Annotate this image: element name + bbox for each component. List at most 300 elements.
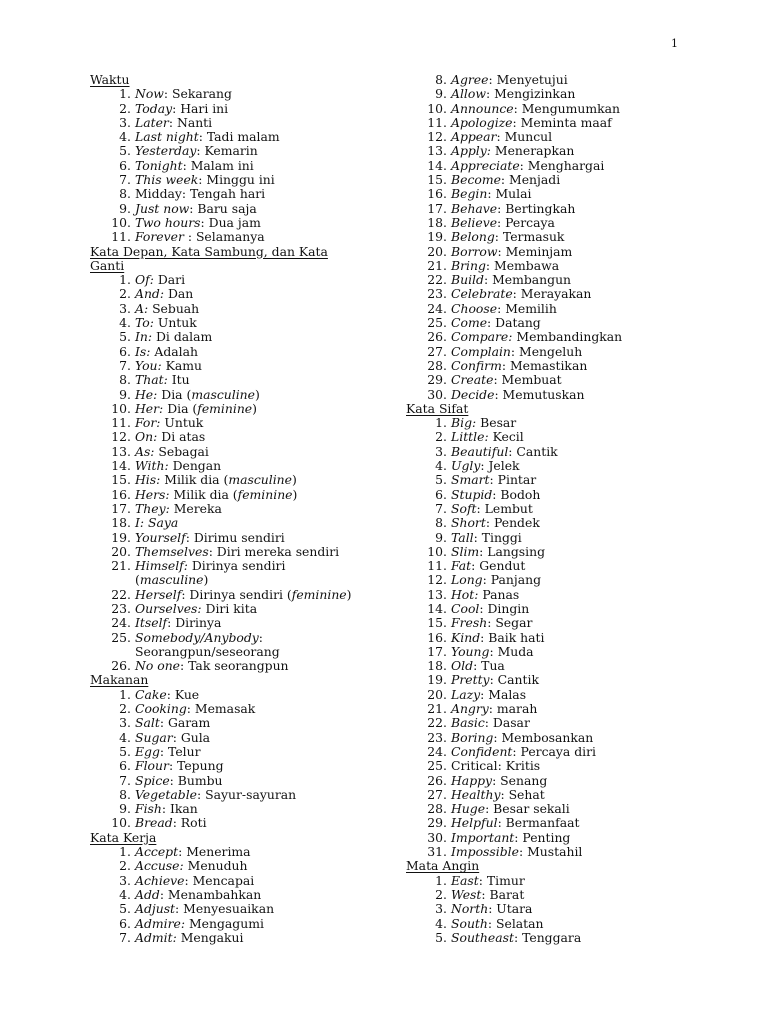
item-number: 23. [427, 729, 447, 745]
item-meaning: : Selatan [487, 915, 544, 931]
item-number: 9. [119, 200, 131, 216]
list-item [406, 187, 736, 201]
item-term: Somebody/Anybody [135, 629, 259, 645]
list-item [406, 602, 736, 616]
item-meaning: : Tenggara [513, 929, 582, 945]
item-meaning: Itu [167, 372, 190, 388]
item-meaning: : Mengeluh [510, 343, 583, 359]
item-term: Her: [135, 400, 164, 416]
item-text [451, 602, 529, 616]
item-meaning: : Segar [487, 615, 533, 631]
list-item [90, 688, 390, 702]
item-text [451, 345, 582, 359]
item-number: 17. [427, 643, 447, 659]
item-text [451, 216, 555, 230]
page-number: 1 [671, 37, 678, 50]
item-text [135, 287, 193, 301]
list-item [90, 531, 390, 545]
item-meaning: Midday: Tengah hari [135, 186, 266, 202]
item-meaning: : Gendut [471, 558, 526, 574]
item-meaning: : Nanti [168, 114, 213, 130]
list-item [90, 631, 390, 645]
item-meaning: : Menambahkan [159, 886, 262, 902]
item-text [451, 673, 539, 687]
item-number: 28. [427, 801, 447, 817]
item-term: Fish [135, 801, 162, 817]
list-item [406, 273, 736, 287]
item-meaning: : Tinggi [473, 529, 522, 545]
item-number: 10. [111, 815, 131, 831]
item-text [451, 259, 559, 273]
item-meaning: Diri kita [201, 600, 258, 616]
item-text [451, 631, 544, 645]
item-term: Spice [135, 772, 170, 788]
item-number: 20. [427, 686, 447, 702]
item-text [135, 144, 258, 158]
item-text [451, 116, 612, 130]
item-meaning: : Kue [166, 686, 200, 702]
list-item [90, 159, 390, 173]
list-item [406, 788, 736, 802]
item-term: In: [135, 329, 153, 345]
item-text [451, 287, 591, 301]
item-meaning: : [258, 629, 263, 645]
item-number: 27. [427, 343, 447, 359]
item-term: Flour [135, 758, 169, 774]
item-meaning: Kamu [161, 357, 203, 373]
list-item [90, 488, 390, 502]
item-meaning: Menuduh [183, 858, 248, 874]
item-number: 3. [119, 114, 131, 130]
item-meaning: : Cantik [489, 672, 539, 688]
item-text [135, 816, 207, 830]
item-text [135, 788, 296, 802]
list-item [406, 631, 736, 645]
list-item [406, 531, 736, 545]
item-text [451, 745, 596, 759]
item-term: Behave [451, 200, 498, 216]
item-text [451, 273, 571, 287]
item-meaning: Membandingkan [512, 329, 623, 345]
item-text [451, 616, 532, 630]
item-meaning: : Menghargai [519, 157, 605, 173]
list-item [90, 917, 390, 931]
item-text [135, 745, 201, 759]
list-item [406, 831, 736, 845]
item-text [135, 545, 339, 559]
item-number: 6. [119, 343, 131, 359]
list-item [90, 373, 390, 387]
item-text [135, 173, 275, 187]
item-meaning: : Merayakan [512, 286, 592, 302]
item-meaning: : Memastikan [501, 357, 588, 373]
item-term: Little: [451, 429, 489, 445]
item-term: Egg [135, 743, 160, 759]
item-text [451, 702, 537, 716]
item-term: Yesterday [135, 143, 197, 159]
list-item [406, 130, 736, 144]
item-term: Basic [451, 715, 485, 731]
item-number: 8. [119, 786, 131, 802]
item-term: Cool [451, 600, 480, 616]
item-number: 14. [111, 458, 131, 474]
item-text [135, 559, 285, 573]
item-number: 4. [119, 886, 131, 902]
list-item [90, 173, 390, 187]
item-term: Ourselves: [135, 600, 202, 616]
item-number: 6. [119, 915, 131, 931]
item-meaning: Dari [153, 272, 186, 288]
item-number: 9. [435, 86, 447, 102]
item-text [451, 330, 622, 344]
item-text [135, 102, 228, 116]
item-text [135, 359, 202, 373]
item-number: 5. [119, 743, 131, 759]
item-text [135, 759, 224, 773]
item-term: No one [135, 658, 181, 674]
item-meaning-end: ) [254, 386, 260, 402]
item-term: Begin [451, 186, 488, 202]
item-text [451, 373, 562, 387]
list-item [90, 273, 390, 287]
item-number: 18. [427, 214, 447, 230]
item-number: 19. [111, 529, 131, 545]
list-item [406, 216, 736, 230]
item-meaning: : Minggu ini [198, 172, 275, 188]
item-number: 5. [119, 143, 131, 159]
item-term: Angry [451, 701, 489, 717]
item-term: Big: [451, 415, 477, 431]
item-meaning: Untuk [153, 315, 197, 331]
item-number: 22. [111, 586, 131, 602]
item-number: 11. [111, 229, 131, 245]
item-meaning: : Memilih [497, 300, 557, 316]
list-item [406, 430, 736, 444]
item-number: 2. [119, 858, 131, 874]
item-term: Bring [451, 257, 486, 273]
item-term: Later [135, 114, 169, 130]
right-column [406, 73, 736, 945]
item-text [135, 430, 205, 444]
list-item [406, 731, 736, 745]
item-meaning: Dia ( [163, 400, 198, 416]
item-number: 30. [427, 386, 447, 402]
list-item [90, 845, 390, 859]
item-meaning: : Panjang [482, 572, 542, 588]
item-text [451, 802, 570, 816]
list-item [406, 287, 736, 301]
item-number: 8. [119, 372, 131, 388]
item-meaning: : Roti [172, 815, 207, 831]
item-term: Impossible [451, 844, 519, 860]
item-text [451, 545, 545, 559]
item-meaning: : Sayur-sayuran [197, 786, 297, 802]
item-number: 15. [427, 172, 447, 188]
item-text [451, 202, 575, 216]
section-heading: Waktu [90, 72, 130, 87]
list-item [406, 573, 736, 587]
item-text [451, 430, 524, 444]
item-meaning: : Ikan [161, 801, 198, 817]
item-term: Allow [451, 86, 486, 102]
list-item [90, 774, 390, 788]
item-term: Slim [451, 543, 480, 559]
item-number: 26. [111, 658, 131, 674]
item-term: Today [135, 100, 173, 116]
item-term: Achieve [135, 872, 185, 888]
item-term: South [451, 915, 488, 931]
item-term: Himself: [135, 558, 188, 574]
item-meaning: : Selamanya [183, 229, 265, 245]
item-number: 6. [119, 157, 131, 173]
item-number: 9. [435, 529, 447, 545]
item-number: 26. [427, 772, 447, 788]
item-text [451, 73, 568, 87]
item-term: Admire: [135, 915, 186, 931]
item-text [451, 917, 544, 931]
item-text [135, 116, 212, 130]
item-term: Fresh [451, 615, 488, 631]
item-text [451, 774, 547, 788]
item-term: As: [135, 443, 155, 459]
section-heading: Makanan [90, 672, 149, 688]
item-meaning: : Menyesuaikan [175, 901, 275, 917]
item-number: 6. [435, 486, 447, 502]
list-item [406, 230, 736, 244]
item-term: Cooking [135, 701, 187, 717]
item-number: 7. [435, 500, 447, 516]
item-meaning: : Penting [514, 829, 571, 845]
item-term: Beautiful [451, 443, 509, 459]
item-term: Build [451, 272, 484, 288]
list-item [90, 888, 390, 902]
item-meaning: : Pendek [485, 515, 540, 531]
list-item [406, 144, 736, 158]
item-term: Accept [135, 844, 179, 860]
item-number: 23. [427, 286, 447, 302]
item-text [135, 473, 297, 487]
item-meaning: Seorangpun/seseorang [135, 643, 280, 659]
list-item [406, 673, 736, 687]
list-item [406, 917, 736, 931]
item-meaning: : Menyetujui [488, 72, 568, 87]
item-meaning: Critical: Kritis [451, 758, 541, 774]
item-term: I: Saya [135, 515, 179, 531]
item-text [135, 531, 285, 545]
item-term: Lazy [451, 686, 481, 702]
item-text [135, 688, 199, 702]
item-term: That: [135, 372, 168, 388]
item-number: 7. [119, 929, 131, 945]
item-term: North [451, 901, 489, 917]
item-text [451, 473, 536, 487]
item-meaning: Dia ( [157, 386, 192, 402]
item-term-note: masculine [139, 572, 204, 588]
item-meaning: : Lembut [476, 500, 533, 516]
item-term: Happy [451, 772, 493, 788]
item-term: Appreciate [451, 157, 520, 173]
item-term: Create [451, 372, 494, 388]
list-item [90, 302, 390, 316]
item-term: Accuse: [135, 858, 184, 874]
item-meaning: Untuk [160, 415, 204, 431]
item-text [135, 216, 261, 230]
item-meaning: Milik dia ( [160, 472, 229, 488]
item-text [135, 802, 198, 816]
item-meaning: Kecil [488, 429, 524, 445]
item-number: 4. [435, 458, 447, 474]
item-term: Hot: [451, 586, 479, 602]
list-item [406, 445, 736, 459]
item-meaning: : Dingin [479, 600, 530, 616]
item-text [135, 159, 254, 173]
list-item [90, 202, 390, 216]
item-term: Choose [451, 300, 498, 316]
item-number: 10. [427, 100, 447, 116]
item-term: For: [135, 415, 161, 431]
item-term: His: [135, 472, 161, 488]
item-text [135, 416, 203, 430]
item-number: 19. [427, 672, 447, 688]
list-item [90, 116, 390, 130]
item-number: 19. [427, 229, 447, 245]
list-item [90, 702, 390, 716]
item-term: Two hours [135, 214, 201, 230]
list-item [90, 931, 390, 945]
item-term: Ugly [451, 458, 481, 474]
item-meaning: : Tadi malam [198, 129, 280, 145]
item-meaning: : Langsing [479, 543, 546, 559]
list-item [406, 245, 736, 259]
item-term: On: [135, 429, 158, 445]
item-number: 29. [427, 815, 447, 831]
list-item [406, 416, 736, 430]
item-meaning: : Diri mereka sendiri [208, 543, 340, 559]
item-meaning: Mengagumi [185, 915, 264, 931]
item-number: 9. [119, 386, 131, 402]
section-heading: Mata Angin [406, 858, 480, 874]
item-number: 14. [427, 600, 447, 616]
item-term-note: feminine [197, 400, 253, 416]
item-term: Kind [451, 629, 481, 645]
list-item [406, 102, 736, 116]
item-term: Borrow [451, 243, 498, 259]
item-number: 2. [119, 701, 131, 717]
item-number: 15. [427, 615, 447, 631]
item-meaning: Menerapkan [490, 143, 575, 159]
item-number: 25. [427, 315, 447, 331]
item-meaning: : Dasar [484, 715, 530, 731]
item-text [135, 859, 248, 873]
item-meaning: : Bumbu [169, 772, 223, 788]
item-term: Herself [135, 586, 182, 602]
list-item [90, 445, 390, 459]
item-text [451, 516, 540, 530]
item-meaning: : Menerima [178, 844, 251, 860]
item-meaning: : Dirinya sendiri ( [181, 586, 292, 602]
item-term: They: [135, 500, 170, 516]
item-meaning: : Baru saja [189, 200, 257, 216]
list-item [406, 902, 736, 916]
section-heading: Kata Sifat [406, 400, 469, 416]
item-number: 10. [111, 400, 131, 416]
list-item [406, 745, 736, 759]
list-item [406, 459, 736, 473]
item-text [135, 402, 257, 416]
item-meaning: : Telur [159, 743, 201, 759]
list-item [90, 731, 390, 745]
item-meaning: : Meminta maaf [512, 114, 612, 130]
list-item [406, 202, 736, 216]
item-text [135, 874, 254, 888]
item-number: 28. [427, 357, 447, 373]
item-number: 4. [119, 129, 131, 145]
item-term: Soft [451, 500, 477, 516]
item-meaning: Di atas [157, 429, 206, 445]
item-meaning: : Membawa [485, 257, 560, 273]
item-meaning: Adalah [150, 343, 198, 359]
list-item [90, 659, 390, 673]
item-meaning: : Mulai [487, 186, 532, 202]
item-text [135, 917, 264, 931]
item-number: 12. [427, 572, 447, 588]
list-item [90, 716, 390, 730]
item-number: 13. [427, 586, 447, 602]
item-term: Become [451, 172, 501, 188]
list-item [406, 388, 736, 402]
item-meaning: : Tua [473, 658, 505, 674]
item-term: Helpful [451, 815, 498, 831]
item-number: 1. [119, 686, 131, 702]
list-item [90, 402, 390, 416]
item-term: Belong [451, 229, 495, 245]
item-term: You: [135, 357, 162, 373]
item-number: 13. [111, 443, 131, 459]
item-text [451, 816, 580, 830]
list-item [90, 602, 390, 616]
item-text [451, 874, 525, 888]
item-number: 22. [427, 272, 447, 288]
item-text [451, 931, 581, 945]
item-term: A: [135, 300, 149, 316]
item-term-note: masculine [191, 386, 255, 402]
item-text [135, 573, 208, 587]
list-item [406, 559, 736, 573]
list-item [90, 874, 390, 888]
item-number: 30. [427, 829, 447, 845]
item-number: 3. [119, 300, 131, 316]
item-text [451, 102, 620, 116]
list-item-continuation [90, 645, 390, 659]
item-term: Healthy [451, 786, 501, 802]
item-number: 7. [119, 772, 131, 788]
list-item [90, 416, 390, 430]
list-item [90, 588, 390, 602]
item-text [451, 731, 593, 745]
item-number: 12. [111, 429, 131, 445]
section-heading: Kata Depan, Kata Sambung, dan Kata [90, 243, 328, 259]
item-term: Young [451, 643, 490, 659]
item-term: Now [135, 86, 164, 102]
item-number: 29. [427, 372, 447, 388]
item-number: 14. [427, 157, 447, 173]
item-meaning: : Mencapai [184, 872, 255, 888]
item-term: Short [451, 515, 486, 531]
item-text [451, 688, 526, 702]
item-number: 16. [111, 486, 131, 502]
item-text [451, 87, 575, 101]
item-meaning: Milik dia ( [169, 486, 238, 502]
